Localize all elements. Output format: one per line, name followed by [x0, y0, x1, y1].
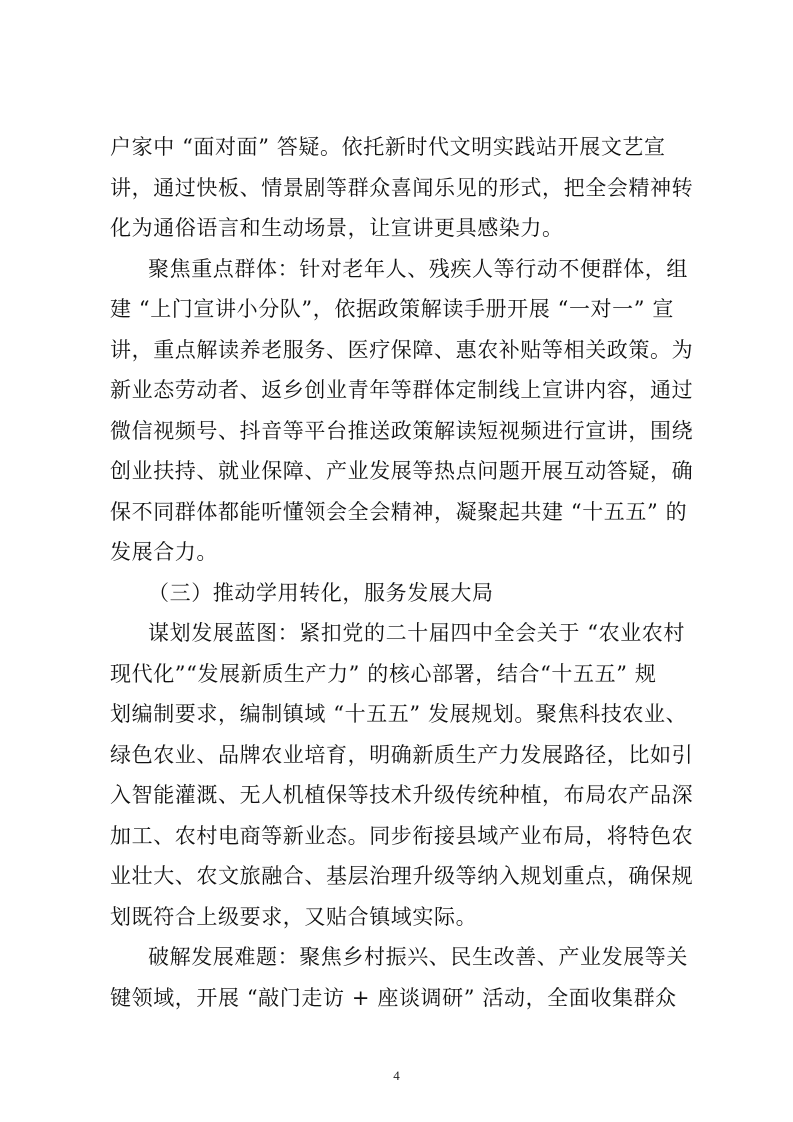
- text-line: 保不同群体都能听懂领会全会精神，凝聚起共建 “十五五” 的: [110, 499, 688, 524]
- text-line: 讲，重点解读养老服务、医疗保障、惠农补贴等相关政策。为: [110, 337, 694, 362]
- text-line: 户家中 “面对面” 答疑。依托新时代文明实践站开展文艺宣: [110, 135, 666, 159]
- text-line: 建 “上门宣讲小分队”，依据政策解读手册开展 “一对一” 宣: [110, 297, 674, 321]
- text-line: 讲，通过快板、情景剧等群众喜闻乐见的形式，把全会精神转: [110, 175, 694, 200]
- text-line: 业壮大、农文旅融合、基层治理升级等纳入规划重点，确保规: [110, 864, 694, 888]
- text-line: 现代化”“发展新质生产力” 的核心部署，结合“十五五” 规: [110, 661, 657, 686]
- text-line: 微信视频号、抖音等平台推送政策解读短视频进行宣讲，围绕: [110, 418, 694, 443]
- text-line: 划编制要求，编制镇域 “十五五” 发展规划。聚焦科技农业、: [110, 702, 688, 726]
- text-line: 创业扶持、就业保障、产业发展等热点问题开展互动答疑，确: [110, 459, 694, 483]
- text-line: 化为通俗语言和生动场景，让宣讲更具感染力。: [110, 216, 564, 240]
- page-number: 4: [393, 1068, 400, 1083]
- text-line: 新业态劳动者、返乡创业青年等群体定制线上宣讲内容，通过: [110, 378, 694, 402]
- text-line: 发展合力。: [110, 540, 218, 564]
- text-line: 划既符合上级要求，又贴合镇域实际。: [110, 904, 478, 929]
- text-line: 键领域，开展 “敲门走访 + 座谈调研” 活动，全面收集群众: [110, 985, 677, 1010]
- text-line: 加工、农村电商等新业态。同步衔接县域产业布局，将特色农: [110, 823, 694, 848]
- paragraph-start-line: 聚焦重点群体：针对老年人、残疾人等行动不便群体，组: [148, 256, 688, 281]
- paragraph-start-line: 谋划发展蓝图：紧扣党的二十届四中全会关于 “农业农村: [148, 621, 686, 645]
- document-body: [110, 127, 694, 1018]
- section-heading: （三）推动学用转化，服务发展大局: [148, 580, 494, 605]
- paragraph-start-line: 破解发展难题：聚焦乡村振兴、民生改善、产业发展等关: [148, 945, 688, 969]
- text-line: 入智能灌溉、无人机植保等技术升级传统种植，布局农产品深: [110, 783, 694, 807]
- text-line: 绿色农业、品牌农业培育，明确新质生产力发展路径，比如引: [110, 742, 694, 767]
